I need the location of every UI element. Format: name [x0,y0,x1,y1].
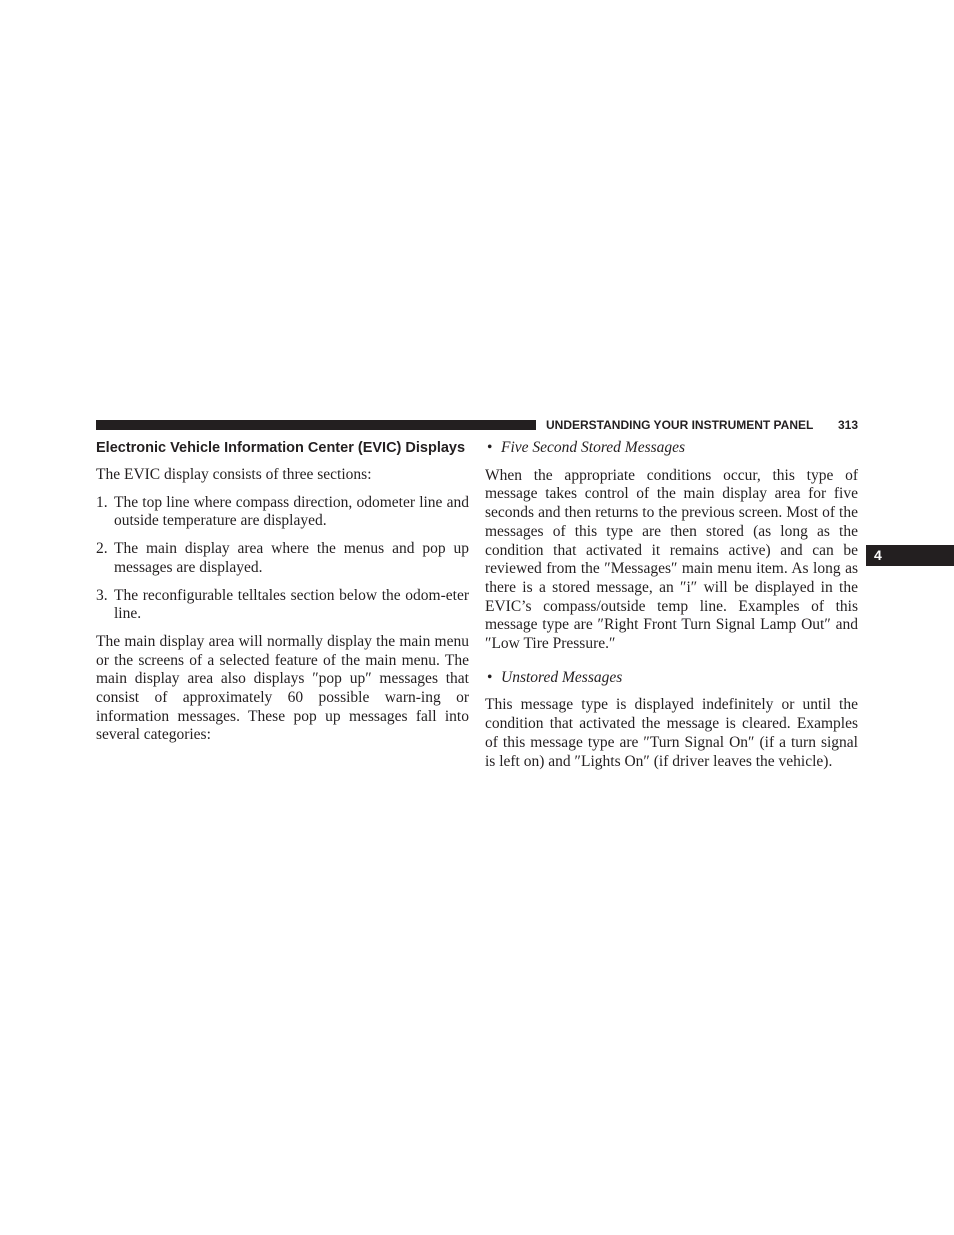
running-header [546,417,858,433]
chapter-number: 4 [874,547,882,563]
list-item-number: 1. [96,493,108,511]
right-column [485,439,858,771]
list-item-text: The main display area where the menus and pop up messages are displayed. [114,540,469,576]
bullet-heading-text: Five Second Stored Messages [501,439,686,456]
bullet-icon: • [487,668,493,686]
sections-list [96,494,469,624]
bullet-heading-unstored [485,669,858,688]
section-heading: Electronic Vehicle Information Center (EVIC) Displays [96,440,466,456]
list-item-text: The reconfigurable telltales section below the odom-eter line. [114,586,469,623]
list-item-text: The top line where compass direction, odometer line and outside temperature are displayed. [114,493,469,530]
page-number: 313 [837,418,858,432]
body-paragraph: This message type is displayed indefinitely or until the condition that activated the message is cleared. Examples of this message type are ″Turn Signal On″ (if a turn signal is left on) and ″Lights On″ (if driver leaves the vehicle). [485,696,858,770]
intro-paragraph: The EVIC display consists of three sections: [96,466,372,483]
bullet-heading-text: Unstored Messages [501,668,623,686]
header-section-title: UNDERSTANDING YOUR INSTRUMENT PANEL [546,418,814,432]
list-item [96,540,469,577]
left-column [96,439,469,745]
bullet-icon: • [487,439,493,456]
list-item [96,587,469,624]
list-item-number: 3. [96,586,108,604]
list-item-number: 2. [96,540,108,558]
header-rule [96,420,536,430]
body-paragraph: The main display area will normally display the main menu or the screens of a selected feature of the main menu. The main display area also displays ″pop up″ messages that consist of approximately 60 possible warn-ing or information messages. These pop up messages fall into several categories: [96,632,469,744]
list-item [96,494,469,531]
chapter-tab [866,545,954,566]
body-paragraph: When the appropriate conditions occur, this type of message takes control of the main display area for five seconds and then returns to the previous screen. Most of the messages of this type are then stored (as long as the condition that activated it remains active) and can be reviewed from the ″Messages″ main menu item. As long as there is a stored message, an ″i″ will be displayed in the EVIC’s compass/outside temp line. Examples of this message type are ″Right Front Turn Signal Lamp Out″ and ″Low Tire Pressure.″ [485,466,858,653]
bullet-heading-five-second [485,439,858,458]
